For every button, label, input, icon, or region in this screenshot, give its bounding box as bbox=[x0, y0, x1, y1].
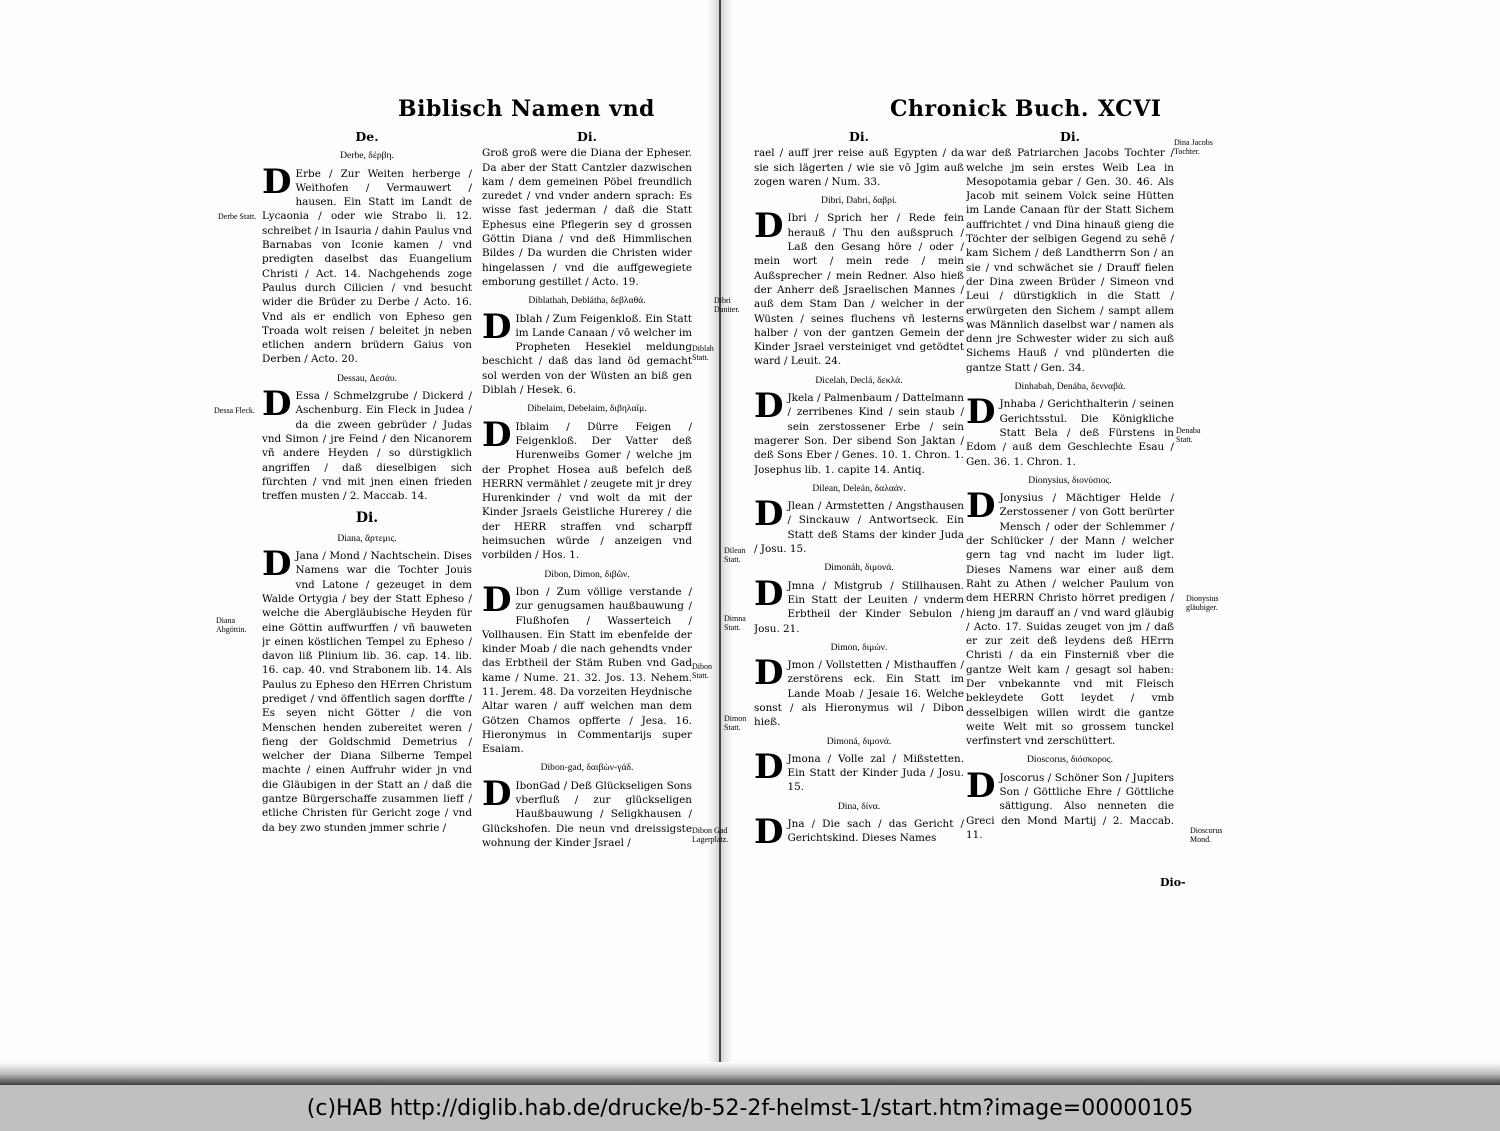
entry-title: Dibelaim, Debelaim, διβηλαΐμ. bbox=[527, 403, 647, 415]
entry-title: Dimonáh, διμονά. bbox=[824, 562, 894, 574]
entry-text: Jkela / Palmenbaum / Dattelmann / zerribenes Kind / sein staub / sein zerstossener Erbe / sein magerer Son. Der sibend Son Jaktan / deß Sons Eber / Genes. 10. 1. Chron. 1. Josephus lib. 1. capite 14. Antiq. bbox=[754, 392, 964, 476]
right-column-1 bbox=[754, 130, 964, 847]
entry-body bbox=[966, 486, 1174, 748]
entry-title: Dina, δίνα. bbox=[837, 800, 881, 812]
page-bottom-shadow bbox=[0, 1062, 1500, 1085]
entry-body bbox=[966, 765, 1174, 842]
column-header: Di. bbox=[1060, 130, 1080, 144]
drop-initial: D bbox=[482, 773, 512, 814]
entry-title: Dicelah, Declá, δεκλά. bbox=[815, 374, 903, 386]
entry-text: IbonGad / Deß Glückseligen Sons vberfluß / zur glückseligen Haußbauwung / Seligkhausen / Glückshofen. Die neun vnd dreissigste wohnung der Kinder Jsrael / bbox=[482, 779, 692, 849]
entry-text: Iblah / Zum Feigenkloß. Ein Statt im Lande Canaan / vō welcher im Propheten Hesekiel meldung beschicht / daß das land öd gemacht sol werden von der Wüsten an biß gen Diblah / Hesek. 6. bbox=[482, 312, 692, 397]
left-column-1 bbox=[262, 130, 472, 835]
entry-continuation: war deß Patriarchen Jacobs Tochter / welche jm sein erstes Weib Lea in Mesopotamia gebar / Gen. 30. 46. Als Jacob mit seinem Volck seine Hütten im Lande Canaan für der Statt Sichem auffrichtet / vnd Dina hinauß gieng die Töchter der selbigen Gegend zu sehē / kam Sichem / deß Landtherrn Son / an sie / vnd schwächet sie / Drauff fielen der Dina zween Brüder / Simeon vnd Leui / dürstigklich in die Statt / erwürgeten den Sichem / sampt allem was Männlich daselbst war / namen als denn jre Schwester wider zu sich auß Sichems Hauß / vnd plünderten die gantze Statt / Gen. 34. bbox=[966, 147, 1174, 374]
entry-title: Dimoná, διμονά. bbox=[826, 735, 892, 747]
drop-initial: D bbox=[754, 812, 784, 848]
entry-body bbox=[754, 386, 964, 477]
column-header: Di. bbox=[577, 130, 597, 144]
entry-title: Dibon-gad, δαιβὼν-γάδ. bbox=[540, 762, 634, 774]
entry bbox=[754, 194, 964, 369]
entry bbox=[966, 753, 1174, 842]
entry bbox=[966, 474, 1174, 749]
drop-initial: D bbox=[262, 384, 292, 425]
entry-title: Dibon, Dimon, διβῶν. bbox=[544, 568, 630, 580]
archive-credit-bar bbox=[0, 1085, 1500, 1131]
entry-text: Jlean / Armstetten / Angsthausen / Sinckauw / Antwortseck. Ein Statt deß Stams der kinder Juda / Josu. 15. bbox=[754, 500, 964, 556]
margin-note: Dimon Statt. bbox=[724, 714, 747, 732]
margin-note: Dibon Gad Lagerplatz. bbox=[692, 826, 729, 844]
entry-body bbox=[754, 573, 964, 636]
right-column-2 bbox=[966, 130, 1174, 842]
entry-text: Jna / Die sach / das Gericht / Gerichtskind. Dieses Names bbox=[787, 818, 964, 845]
entry-text: Erbe / Zur Weiten herberge / Weithofen / Vermauwert / hausen. Ein Statt im Landt de Lycaonia / oder wie Strabo li. 12. schreibet / in Isauria / dahin Paulus vnd Barnabas von Iconie kamen / vnd predigten daselbst das Euangelium Christi / Act. 14. Nachgehends zoge Paulus durch Cilicien / vnd besucht wider die Brüder zu Derbe / Acto. 16. Vnd als er endlich von Epheso gen Troada wolt reisen / beleitet jn neben etlichen andern brüdern Gaius von Derben / Acto. 20. bbox=[262, 167, 472, 366]
folio-number: XCVI bbox=[1098, 96, 1162, 122]
entry-body bbox=[482, 306, 692, 398]
entry-title: Derbe, δέρβη. bbox=[340, 150, 394, 162]
entry-text: Ibri / Sprich her / Rede fein herauß / Thu den außspruch / Laß den Gesang höre / oder / mein wort / mein rede / mein Außsprecher / mein Redner. Also hieß der Anherr deß Jsraelischen Mannes / auß dem Stam Dan / welcher in der Wüsten / seines fluchens vñ lesterns halber / von der gantzen Gemein der Kinder Jsrael versteiniget vnd getödtet ward / Leuit. 24. bbox=[754, 212, 964, 368]
entry-title: Dinhabah, Denába, δενναβά. bbox=[1014, 381, 1126, 393]
entry bbox=[966, 380, 1174, 469]
margin-note: Dimna Statt. bbox=[724, 614, 746, 632]
entry bbox=[262, 372, 472, 504]
entry-title: Dionysius, διονύσιος. bbox=[1028, 474, 1112, 486]
entry-text: Ibon / Zum völlige verstande / zur genugsamen haußbauwung / Flußhofen / Wasserteich / Vollhausen. Ein Statt im ebenfelde der kinder Moab / die nach gehendts vnder das Erbtheil der Stäm Ruben vnd Gad kame / Nume. 21. 32. Jos. 13. Nehem. 11. Jerem. 48. Da vorzeiten Heydnische Altar waren / auff welchen man dem Götzen Chamos opfferte / Jesa. 16. Hieronymus in Commentarijs super Esaiam. bbox=[482, 585, 692, 756]
entry-body bbox=[262, 384, 472, 503]
entry-text: Jmona / Volle zal / Mißstetten. Ein Statt der Kinder Juda / Josu. 15. bbox=[787, 752, 964, 794]
entry-text: Essa / Schmelzgrube / Dickerd / Aschenburg. Ein Fleck in Judea / da die zween gebrüder / Judas vnd Simon / jre Feind / den Nicanorem vñ andere Heyden / so dürstigklich angriffen / daß dieselbigen sich fürchten / vnd mit jnen einen frieden treffen musten / 2. Maccab. 14. bbox=[262, 390, 472, 503]
entry-text: Jnhaba / Gerichthalterin / seinen Gerichtsstul. Die Königkliche Statt Bela / deß Fürstens in Edom / auß dem Geschlechte Esau / Gen. 36. 1. Chron. 1. bbox=[966, 398, 1174, 468]
margin-note: Dibon Statt. bbox=[692, 662, 712, 680]
entry-body bbox=[482, 414, 692, 563]
margin-note: Diana Abgöttin. bbox=[216, 616, 247, 634]
entry-continuation: rael / auff jrer reise auß Egypten / da sie sich lägerten / wie sie vō Jgim auß zogen waren / Num. 33. bbox=[754, 147, 964, 188]
drop-initial: D bbox=[262, 544, 292, 585]
entry-body bbox=[754, 206, 964, 368]
entry-text: Jonysius / Mächtiger Helde / Zerstossener / von Gott berürter Mensch / oder der Schlemmer / der Schlücker / der Mann / welcher gern tag vnd nacht im luder ligt. Dieses Namens war einer auß dem Raht zu Athen / welcher Paulum von dem HERRN Christo hörret predigen / hieng jm darauff an / vnd ward gläubig / Acto. 17. Suidas zeuget von jm / daß er zur zeit deß leydens deß HErrn Christi / da ein Finsterniß vber die gantze Welt kam / gesagt sol haben: Der vnbekannte vnd mit Fleisch bekleydete Gott leydet / vmb desselbigen willen wirdt die gantze weite Welt mit so grossem tunckel verfinstert vnd zerschüttert. bbox=[966, 492, 1174, 748]
entry-title: Diblathah, Deblátha, δεβλαθά. bbox=[528, 295, 646, 307]
margin-note: Denaba Statt. bbox=[1176, 426, 1201, 444]
entry-body bbox=[754, 494, 964, 556]
margin-note: Diblah Statt. bbox=[692, 344, 714, 362]
drop-initial: D bbox=[482, 306, 512, 347]
entry-body bbox=[754, 812, 964, 848]
left-running-head: Biblisch Namen vnd bbox=[398, 96, 655, 122]
column-header: De. bbox=[355, 130, 379, 144]
entry-body bbox=[262, 544, 472, 835]
drop-initial: D bbox=[482, 579, 512, 620]
margin-note: Dina Jacobs Tochter. bbox=[1174, 138, 1213, 156]
entry-text: Jana / Mond / Nachtschein. Dises Namens war die Tochter Jouis vnd Latone / gezeuget in dem Walde Ortygia / bey der Statt Epheso / welche die Abergläubische Heyden für eine Göttin auffwurffen / vñ bauweten jr einen köstlichen Tempel zu Epheso / davon liß Plinium lib. 36. cap. 14. lib. 16. cap. 40. vnd Strabonem lib. 14. Als Paulus zu Epheso den HErren Christum prediget / vnd öffentlich sagen dorffte / Es seyen nicht Götter / die von Menschen henden zubereitet weren / fieng der Goldschmid Demetrius / welcher der Diana Silberne Tempel machte / einen Auffruhr wider jn vnd die Gläubigen in der Statt an / daß die gantze Bürgerschaffe zusammen lieff / etliche Christen für Gericht zoge / vnd da bey zwo stunden jmmer schrie / bbox=[262, 550, 472, 834]
drop-initial: D bbox=[482, 414, 512, 455]
entry bbox=[482, 568, 692, 757]
column-header: Di. bbox=[849, 130, 869, 144]
drop-initial: D bbox=[754, 573, 784, 614]
margin-note: Derbe Statt. bbox=[218, 212, 257, 221]
gutter-fold-line bbox=[719, 0, 721, 1085]
entry bbox=[754, 641, 964, 730]
drop-initial: D bbox=[966, 765, 996, 806]
drop-initial: D bbox=[754, 494, 784, 535]
entry-text: Jmon / Vollstetten / Misthauffen / zerstörens eck. Ein Statt im Lande Moab / Jesaie 16. Welche sonst / als Hieronymus wil / Dibon hieß. bbox=[754, 659, 964, 729]
entry-body bbox=[754, 653, 964, 729]
entry-body bbox=[754, 746, 964, 795]
margin-note: Dioscorus Mond. bbox=[1190, 826, 1223, 844]
entry bbox=[754, 735, 964, 795]
entry-body bbox=[966, 392, 1174, 468]
margin-note: Dibri Daniter. bbox=[714, 296, 740, 314]
entry-body bbox=[482, 773, 692, 850]
drop-initial: D bbox=[754, 386, 784, 427]
archive-credit-text: (c)HAB http://diglib.hab.de/drucke/b-52-2f-helmst-1/start.htm?image=00000105 bbox=[306, 1095, 1194, 1121]
drop-initial: D bbox=[754, 653, 784, 694]
entry-title: Dilean, Deleán, δαλαάν. bbox=[812, 482, 906, 494]
entry bbox=[754, 374, 964, 477]
entry-text: Jmna / Mistgrub / Stillhausen. Ein Statt der Leuiten / vnderm Erbtheil der Kinder Sebulon / Josu. 21. bbox=[754, 579, 964, 635]
margin-note: Dessa Fleck. bbox=[214, 406, 255, 415]
entry bbox=[262, 532, 472, 835]
entry bbox=[482, 402, 692, 562]
drop-initial: D bbox=[754, 746, 784, 787]
entry-title: Dessau, Δεσάυ. bbox=[336, 372, 398, 384]
entry-continuation: Groß groß were die Diana der Epheser. Da aber der Statt Cantzler dazwischen kam / dem gemeinen Pöbel freundlich zuredet / vnd vnder andern sprach: Es wisse fast jederman / daß die Statt Ephesus eine Pflegerin sey d grossen Göttin Diana / vnd deß Himmlischen Bildes / Da wurden die Christen wider hingelassen / vnd die auffgewegiete emborung gestillet / Acto. 19. bbox=[482, 147, 692, 288]
entry bbox=[482, 761, 692, 850]
margin-note: Dionysius gläubiger. bbox=[1186, 594, 1219, 612]
left-column-2 bbox=[482, 130, 692, 850]
entry bbox=[754, 482, 964, 556]
entry-body bbox=[262, 161, 472, 367]
entry-body bbox=[482, 579, 692, 757]
entry bbox=[262, 149, 472, 366]
drop-initial: D bbox=[966, 392, 996, 433]
entry-title: Diana, ἄρτεμις. bbox=[337, 532, 397, 544]
margin-note: Dilean Statt. bbox=[724, 546, 746, 564]
entry-text: Joscorus / Schöner Son / Jupiters Son / Göttliche Ehre / Göttliche sättigung. Also nenneten die Greci den Mond Martij / 2. Maccab. 11. bbox=[966, 771, 1174, 841]
drop-initial: D bbox=[754, 206, 784, 247]
drop-initial: D bbox=[966, 486, 996, 527]
drop-initial: D bbox=[262, 161, 292, 202]
catchword: Dio- bbox=[1160, 876, 1186, 889]
entry-title: Dibri, Dabri, δαβρί. bbox=[821, 195, 897, 207]
section-heading: Di. bbox=[355, 510, 379, 527]
entry-title: Dimon, διμών. bbox=[830, 641, 888, 653]
entry-text: Iblaim / Dürre Feigen / Feigenkloß. Der Vatter deß Hurenweibs Gomer / welche jm der Prophet Hosea auß befelch deß HERRN vermählet / zeugete mit jr drey Hurenkinder / vnd wolt da mit der Kinder Jsraels Geistliche Hurerey / die der HERR straffen vnd scharpff heimsuchen würde / anzeigen vnd vorbilden / Hos. 1. bbox=[482, 420, 692, 562]
entry bbox=[482, 294, 692, 397]
entry-title: Dioscorus, διόσκορος. bbox=[1027, 754, 1113, 766]
entry bbox=[754, 800, 964, 846]
entry bbox=[754, 561, 964, 635]
right-running-head: Chronick Buch. bbox=[890, 96, 1090, 122]
